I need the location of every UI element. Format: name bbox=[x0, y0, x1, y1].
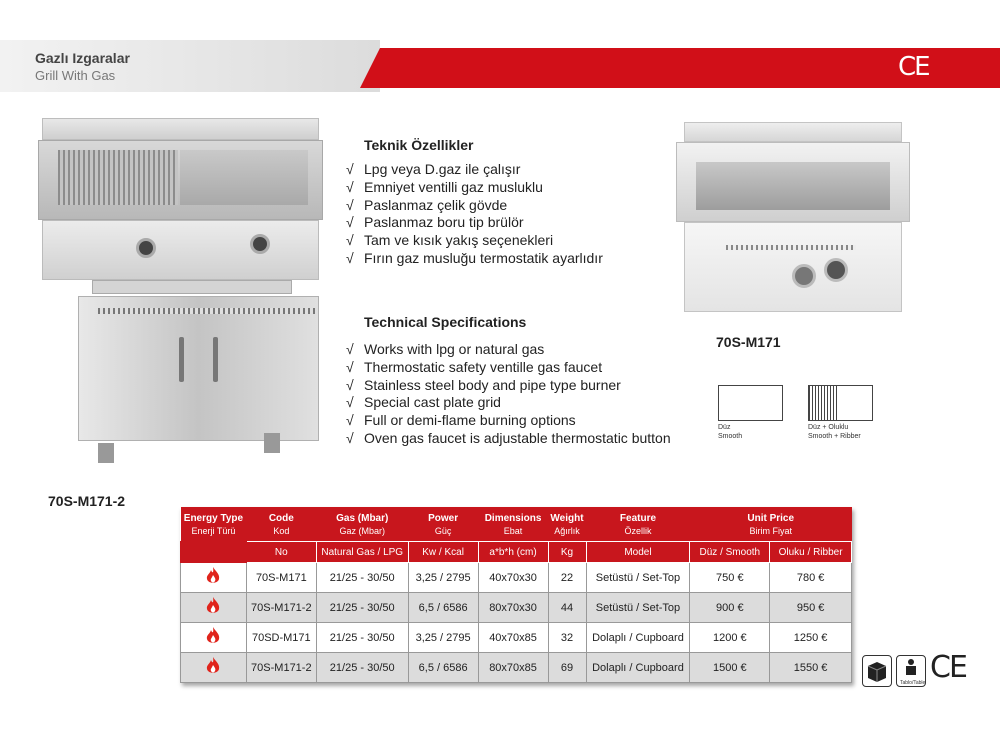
price-smooth-cell: 1200 € bbox=[690, 623, 770, 653]
gas-cell: 21/25 - 30/50 bbox=[316, 653, 408, 683]
check-icon: √ bbox=[346, 196, 354, 213]
subheader-power: Kw / Kcal bbox=[408, 542, 478, 563]
subheader-model: Model bbox=[586, 542, 690, 563]
price-table bbox=[180, 507, 852, 683]
list-item: √ Fırın gaz musluğu termostatik ayarlıdır bbox=[346, 249, 603, 266]
list-item: √ Special cast plate grid bbox=[346, 394, 501, 411]
specs-tr-list bbox=[346, 161, 603, 268]
power-cell: 6,5 / 6586 bbox=[408, 653, 478, 683]
list-item: √ Paslanmaz boru tip brülör bbox=[346, 214, 524, 231]
subheader-ribber: Oluku / Ribber bbox=[770, 542, 852, 563]
list-item: √ Full or demi-flame burning options bbox=[346, 412, 576, 429]
price-ribber-cell: 780 € bbox=[770, 563, 852, 593]
weight-cell: 69 bbox=[548, 653, 586, 683]
table-row bbox=[181, 623, 852, 653]
specs-tr-heading: Teknik Özellikler bbox=[364, 137, 474, 153]
gas-flame-icon bbox=[204, 566, 222, 586]
list-item: √ Tam ve kısık yakış seçenekleri bbox=[346, 232, 554, 249]
list-item: √ Thermostatic safety ventille gas faucet bbox=[346, 358, 603, 375]
door-handle bbox=[179, 337, 184, 382]
box-package-icon bbox=[862, 655, 892, 687]
col-header-energy: Energy Type Enerji Türü bbox=[181, 507, 247, 542]
gas-cell: 21/25 - 30/50 bbox=[316, 593, 408, 623]
page-subtitle: Grill With Gas bbox=[35, 68, 116, 83]
page-title: Gazlı Izgaralar bbox=[35, 50, 130, 66]
check-icon: √ bbox=[346, 394, 354, 411]
pilot-icon bbox=[792, 264, 816, 288]
code-cell: 70S-M171 bbox=[246, 563, 316, 593]
table-row bbox=[181, 653, 852, 683]
tabletop-icon bbox=[896, 655, 926, 687]
specs-en-heading: Technical Specifications bbox=[364, 314, 527, 330]
header-band bbox=[0, 40, 380, 92]
check-icon: √ bbox=[346, 249, 354, 266]
energy-cell bbox=[181, 593, 247, 623]
code-cell: 70S-M171-2 bbox=[246, 593, 316, 623]
table-row bbox=[181, 593, 852, 623]
surface-label-smooth: Düz Smooth bbox=[718, 424, 743, 440]
surface-label-ribbed: Düz + Oluklu Smooth + Ribber bbox=[808, 424, 861, 440]
model-cell: Dolaplı / Cupboard bbox=[586, 653, 690, 683]
subheader-gas: Natural Gas / LPG bbox=[316, 542, 408, 563]
smooth-plate bbox=[180, 150, 308, 205]
list-item: √ Lpg veya D.gaz ile çalışır bbox=[346, 161, 521, 177]
specs-en-list bbox=[346, 341, 671, 448]
check-icon: √ bbox=[346, 178, 354, 195]
gas-flame-icon bbox=[204, 596, 222, 616]
griddle-plate bbox=[696, 162, 890, 210]
code-cell: 70SD-M171 bbox=[246, 623, 316, 653]
check-icon: √ bbox=[346, 232, 354, 249]
check-icon: √ bbox=[346, 358, 354, 375]
ribbed-plate bbox=[58, 150, 178, 205]
dims-cell: 80x70x30 bbox=[478, 593, 548, 623]
col-header-power: Power Güç bbox=[408, 507, 478, 542]
check-icon: √ bbox=[346, 341, 354, 357]
gas-cell: 21/25 - 30/50 bbox=[316, 563, 408, 593]
ce-mark-icon: CE bbox=[930, 650, 966, 685]
power-cell: 3,25 / 2795 bbox=[408, 623, 478, 653]
cabinet bbox=[78, 296, 319, 441]
price-smooth-cell: 1500 € bbox=[690, 653, 770, 683]
vent-strip bbox=[98, 308, 318, 314]
vent-strip bbox=[726, 245, 856, 250]
price-ribber-cell: 1250 € bbox=[770, 623, 852, 653]
price-ribber-cell: 950 € bbox=[770, 593, 852, 623]
list-item: √ Paslanmaz çelik gövde bbox=[346, 196, 508, 213]
table-row bbox=[181, 563, 852, 593]
product-image-settop-griddle bbox=[676, 122, 910, 314]
subheader-no: No bbox=[246, 542, 316, 563]
subheader-dims: a*b*h (cm) bbox=[478, 542, 548, 563]
col-header-gas: Gas (Mbar) Gaz (Mbar) bbox=[316, 507, 408, 542]
knob-icon bbox=[250, 234, 270, 254]
tabletop-label: Tablo/Table bbox=[900, 680, 926, 686]
ce-mark-icon: CE bbox=[898, 52, 929, 82]
price-smooth-cell: 900 € bbox=[690, 593, 770, 623]
model-cell: Setüstü / Set-Top bbox=[586, 563, 690, 593]
dims-cell: 40x70x30 bbox=[478, 563, 548, 593]
price-ribber-cell: 1550 € bbox=[770, 653, 852, 683]
col-header-weight: Weight Ağırlık bbox=[548, 507, 586, 542]
col-header-code: Code Kod bbox=[246, 507, 316, 542]
control-panel bbox=[42, 220, 319, 280]
power-cell: 6,5 / 6586 bbox=[408, 593, 478, 623]
knob-icon bbox=[136, 238, 156, 258]
list-item: √ Stainless steel body and pipe type burner bbox=[346, 376, 621, 393]
check-icon: √ bbox=[346, 214, 354, 231]
door-handle bbox=[213, 337, 218, 382]
dims-cell: 40x70x85 bbox=[478, 623, 548, 653]
check-icon: √ bbox=[346, 412, 354, 429]
check-icon: √ bbox=[346, 161, 354, 177]
col-header-dimensions: Dimensions Ebat bbox=[478, 507, 548, 542]
model-label-small: 70S-M171 bbox=[716, 334, 781, 350]
weight-cell: 44 bbox=[548, 593, 586, 623]
energy-cell bbox=[181, 563, 247, 593]
smooth-ribbed-surface-icon bbox=[808, 385, 873, 421]
smooth-surface-icon bbox=[718, 385, 783, 421]
leg bbox=[264, 433, 280, 453]
model-cell: Setüstü / Set-Top bbox=[586, 593, 690, 623]
col-header-price: Unit Price Birim Fiyat bbox=[690, 507, 852, 542]
backsplash bbox=[684, 122, 902, 142]
gas-flame-icon bbox=[204, 656, 222, 676]
col-header-feature: Feature Özellik bbox=[586, 507, 690, 542]
product-image-cabinet-grill bbox=[38, 118, 323, 468]
weight-cell: 32 bbox=[548, 623, 586, 653]
check-icon: √ bbox=[346, 376, 354, 393]
subheader-kg: Kg bbox=[548, 542, 586, 563]
price-smooth-cell: 750 € bbox=[690, 563, 770, 593]
power-cell: 3,25 / 2795 bbox=[408, 563, 478, 593]
list-item: √ Emniyet ventilli gaz musluklu bbox=[346, 178, 543, 195]
table-header-row bbox=[181, 507, 852, 542]
weight-cell: 22 bbox=[548, 563, 586, 593]
check-icon: √ bbox=[346, 429, 354, 446]
gas-cell: 21/25 - 30/50 bbox=[316, 623, 408, 653]
list-item: √ Works with lpg or natural gas bbox=[346, 341, 545, 357]
dims-cell: 80x70x85 bbox=[478, 653, 548, 683]
model-label-big: 70S-M171-2 bbox=[48, 493, 126, 509]
energy-cell bbox=[181, 623, 247, 653]
backsplash bbox=[42, 118, 319, 140]
list-item: √ Oven gas faucet is adjustable thermostatic button bbox=[346, 429, 671, 446]
griddle-body bbox=[684, 222, 902, 312]
leg bbox=[98, 443, 114, 463]
model-cell: Dolaplı / Cupboard bbox=[586, 623, 690, 653]
energy-cell bbox=[181, 653, 247, 683]
subheader-smooth: Düz / Smooth bbox=[690, 542, 770, 563]
gas-flame-icon bbox=[204, 626, 222, 646]
knob-icon bbox=[824, 258, 848, 282]
code-cell: 70S-M171-2 bbox=[246, 653, 316, 683]
table-subheader-row bbox=[181, 542, 852, 563]
drip-tray bbox=[92, 280, 292, 294]
